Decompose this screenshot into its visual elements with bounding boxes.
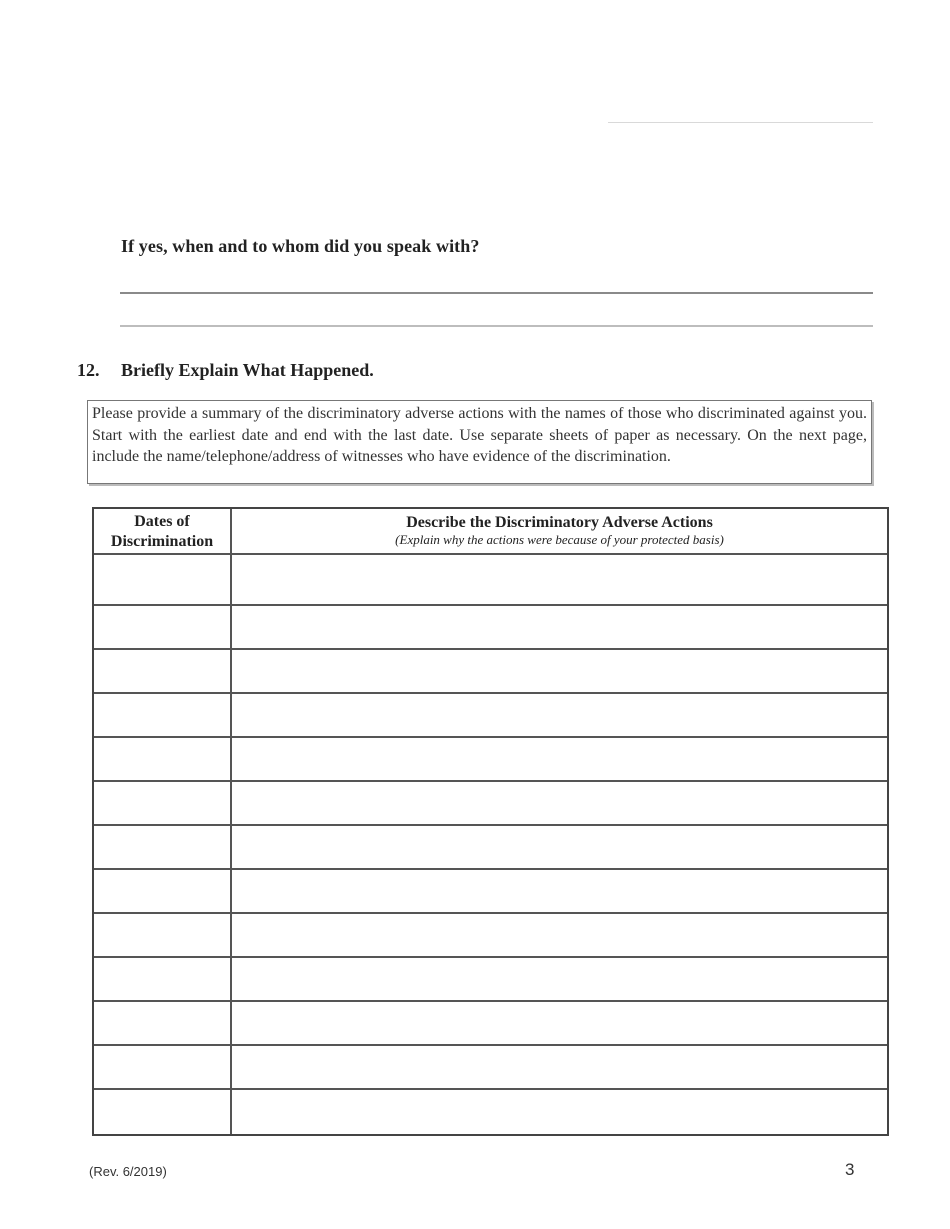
table-row: [94, 1090, 887, 1134]
table-row: [94, 958, 887, 1002]
date-cell[interactable]: [94, 782, 232, 824]
date-cell[interactable]: [94, 914, 232, 956]
date-cell[interactable]: [94, 606, 232, 648]
page-number: 3: [845, 1160, 855, 1179]
table-row: [94, 738, 887, 782]
table-row: [94, 914, 887, 958]
description-cell[interactable]: [232, 958, 887, 1000]
table-header-row: [94, 509, 887, 555]
date-cell[interactable]: [94, 694, 232, 736]
dates-header-line2: Discrimination: [110, 533, 214, 550]
date-cell[interactable]: [94, 958, 232, 1000]
describe-header-title: Describe the Discriminatory Adverse Actions: [406, 514, 713, 531]
table-body: [94, 555, 887, 1134]
description-cell[interactable]: [232, 1046, 887, 1088]
description-cell[interactable]: [232, 870, 887, 912]
describe-header-subtitle: (Explain why the actions were because of your protected basis): [395, 532, 724, 547]
dates-column-header: [94, 509, 232, 553]
faint-top-line: [608, 122, 873, 123]
answer-line-1[interactable]: [120, 292, 873, 294]
section-heading: [77, 360, 374, 381]
description-cell[interactable]: [232, 606, 887, 648]
table-row: [94, 650, 887, 694]
description-cell[interactable]: [232, 555, 887, 604]
table-row: [94, 694, 887, 738]
date-cell[interactable]: [94, 1090, 232, 1134]
table-row: [94, 1002, 887, 1046]
table-row: [94, 555, 887, 606]
table-row: [94, 826, 887, 870]
description-cell[interactable]: [232, 1090, 887, 1134]
revision-label: (Rev. 6/2019): [89, 1164, 167, 1179]
describe-column-header: [232, 509, 887, 553]
description-cell[interactable]: [232, 782, 887, 824]
instructions-box: Please provide a summary of the discriminatory adverse actions with the names of those who discriminated against you. Start with the earliest date and end with the last date. Use separate sheets of paper as necessary. On the next page, include the name/telephone/address of witnesses who have evidence of the discrimination.: [87, 400, 872, 484]
description-cell[interactable]: [232, 826, 887, 868]
table-row: [94, 782, 887, 826]
description-cell[interactable]: [232, 738, 887, 780]
date-cell[interactable]: [94, 738, 232, 780]
section-title: Briefly Explain What Happened.: [121, 360, 374, 380]
date-cell[interactable]: [94, 826, 232, 868]
description-cell[interactable]: [232, 694, 887, 736]
table-row: [94, 606, 887, 650]
date-cell[interactable]: [94, 1046, 232, 1088]
answer-line-2[interactable]: [120, 325, 873, 327]
date-cell[interactable]: [94, 1002, 232, 1044]
followup-question: If yes, when and to whom did you speak with?: [121, 236, 480, 256]
dates-header-line1: Dates of: [134, 513, 190, 530]
table-row: [94, 1046, 887, 1090]
date-cell[interactable]: [94, 555, 232, 604]
table-row: [94, 870, 887, 914]
discrimination-table: [92, 507, 889, 1136]
date-cell[interactable]: [94, 870, 232, 912]
description-cell[interactable]: [232, 914, 887, 956]
date-cell[interactable]: [94, 650, 232, 692]
description-cell[interactable]: [232, 1002, 887, 1044]
section-number: 12.: [77, 360, 100, 380]
description-cell[interactable]: [232, 650, 887, 692]
